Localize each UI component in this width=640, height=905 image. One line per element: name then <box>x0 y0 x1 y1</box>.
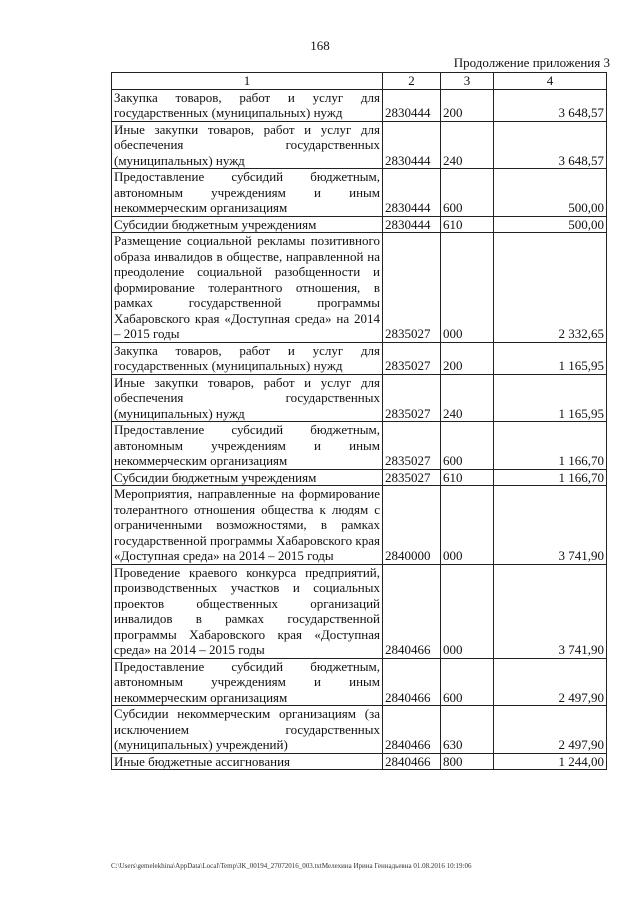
header-col-2: 2 <box>383 73 441 90</box>
row-name: Субсидии бюджетным учреждениям <box>112 216 383 233</box>
table-row <box>112 374 607 422</box>
row-amount: 1 244,00 <box>494 753 607 770</box>
row-type: 610 <box>441 216 494 233</box>
table-row <box>112 706 607 754</box>
table-row <box>112 216 607 233</box>
row-type: 600 <box>441 169 494 217</box>
row-name: Закупка товаров, работ и услуг для государственных (муниципальных) нужд <box>112 342 383 374</box>
row-name: Мероприятия, направленные на формирование толерантного отношения общества к людям с ограниченными возможностями, в рамках государственной программы Хабаровского края «Доступная среда» на 2014 – 2015 годы <box>112 486 383 565</box>
row-amount: 1 166,70 <box>494 469 607 486</box>
table-row <box>112 233 607 343</box>
row-type: 200 <box>441 89 494 121</box>
row-name: Предоставление субсидий бюджетным, автономным учреждениям и иным некоммерческим организациям <box>112 169 383 217</box>
row-type: 000 <box>441 486 494 565</box>
row-code: 2830444 <box>383 169 441 217</box>
table-row <box>112 658 607 706</box>
row-name: Субсидии бюджетным учреждениям <box>112 469 383 486</box>
row-name: Предоставление субсидий бюджетным, автономным учреждениям и иным некоммерческим организациям <box>112 658 383 706</box>
table-row <box>112 169 607 217</box>
row-code: 2830444 <box>383 89 441 121</box>
row-code: 2835027 <box>383 469 441 486</box>
row-amount: 1 166,70 <box>494 422 607 470</box>
row-code: 2840466 <box>383 706 441 754</box>
row-type: 630 <box>441 706 494 754</box>
row-name: Проведение краевого конкурса предприятий, производственных участков и социальных проектов общественных организаций инвалидов в рамках государственной программы Хабаровского края «Доступная среда» на 2014 – 2015 годы <box>112 564 383 658</box>
row-name: Размещение социальной рекламы позитивного образа инвалидов в обществе, направленной на преодоление социальной разобщенности и формирование толерантного отношения, в рамках государственной программы Хабаровского края «Доступная среда» на 2014 – 2015 годы <box>112 233 383 343</box>
row-amount: 500,00 <box>494 216 607 233</box>
header-row <box>112 73 607 90</box>
row-amount: 1 165,95 <box>494 342 607 374</box>
table-row <box>112 486 607 565</box>
table-row <box>112 753 607 770</box>
row-code: 2840466 <box>383 658 441 706</box>
row-type: 240 <box>441 121 494 169</box>
row-amount: 3 741,90 <box>494 486 607 565</box>
footer-file-path: C:\Users\gemelekhina\AppData\Local\Temp\ЗК_00194_27072016_003.txtМелехина Ирина Геннадьевна 01.08.2016 10:19:06 <box>111 862 472 870</box>
table-row <box>112 89 607 121</box>
row-type: 000 <box>441 564 494 658</box>
row-amount: 3 741,90 <box>494 564 607 658</box>
table-body <box>112 89 607 770</box>
table-row <box>112 121 607 169</box>
row-type: 240 <box>441 374 494 422</box>
row-amount: 3 648,57 <box>494 121 607 169</box>
table-row <box>112 564 607 658</box>
row-code: 2830444 <box>383 121 441 169</box>
row-amount: 2 497,90 <box>494 706 607 754</box>
row-code: 2835027 <box>383 374 441 422</box>
row-code: 2835027 <box>383 233 441 343</box>
row-amount: 1 165,95 <box>494 374 607 422</box>
table-row <box>112 342 607 374</box>
row-type: 600 <box>441 422 494 470</box>
row-name: Предоставление субсидий бюджетным, автономным учреждениям и иным некоммерческим организациям <box>112 422 383 470</box>
row-type: 600 <box>441 658 494 706</box>
header-col-1: 1 <box>112 73 383 90</box>
row-code: 2835027 <box>383 422 441 470</box>
budget-table <box>111 72 607 770</box>
page-number: 168 <box>310 38 330 53</box>
row-type: 610 <box>441 469 494 486</box>
row-amount: 2 332,65 <box>494 233 607 343</box>
header-col-4: 4 <box>494 73 607 90</box>
row-amount: 500,00 <box>494 169 607 217</box>
row-name: Субсидии некоммерческим организациям (за исключением государственных (муниципальных) учреждений) <box>112 706 383 754</box>
row-code: 2840466 <box>383 753 441 770</box>
row-name: Закупка товаров, работ и услуг для государственных (муниципальных) нужд <box>112 89 383 121</box>
row-type: 000 <box>441 233 494 343</box>
row-name: Иные закупки товаров, работ и услуг для обеспечения государственных (муниципальных) нужд <box>112 374 383 422</box>
continuation-caption: Продолжение приложения 3 <box>453 55 610 70</box>
table-row <box>112 469 607 486</box>
table-row <box>112 422 607 470</box>
row-amount: 2 497,90 <box>494 658 607 706</box>
row-amount: 3 648,57 <box>494 89 607 121</box>
table-header <box>112 73 607 90</box>
row-code: 2840000 <box>383 486 441 565</box>
row-type: 200 <box>441 342 494 374</box>
row-code: 2840466 <box>383 564 441 658</box>
row-code: 2835027 <box>383 342 441 374</box>
row-name: Иные закупки товаров, работ и услуг для обеспечения государственных (муниципальных) нужд <box>112 121 383 169</box>
row-code: 2830444 <box>383 216 441 233</box>
row-name: Иные бюджетные ассигнования <box>112 753 383 770</box>
row-type: 800 <box>441 753 494 770</box>
header-col-3: 3 <box>441 73 494 90</box>
